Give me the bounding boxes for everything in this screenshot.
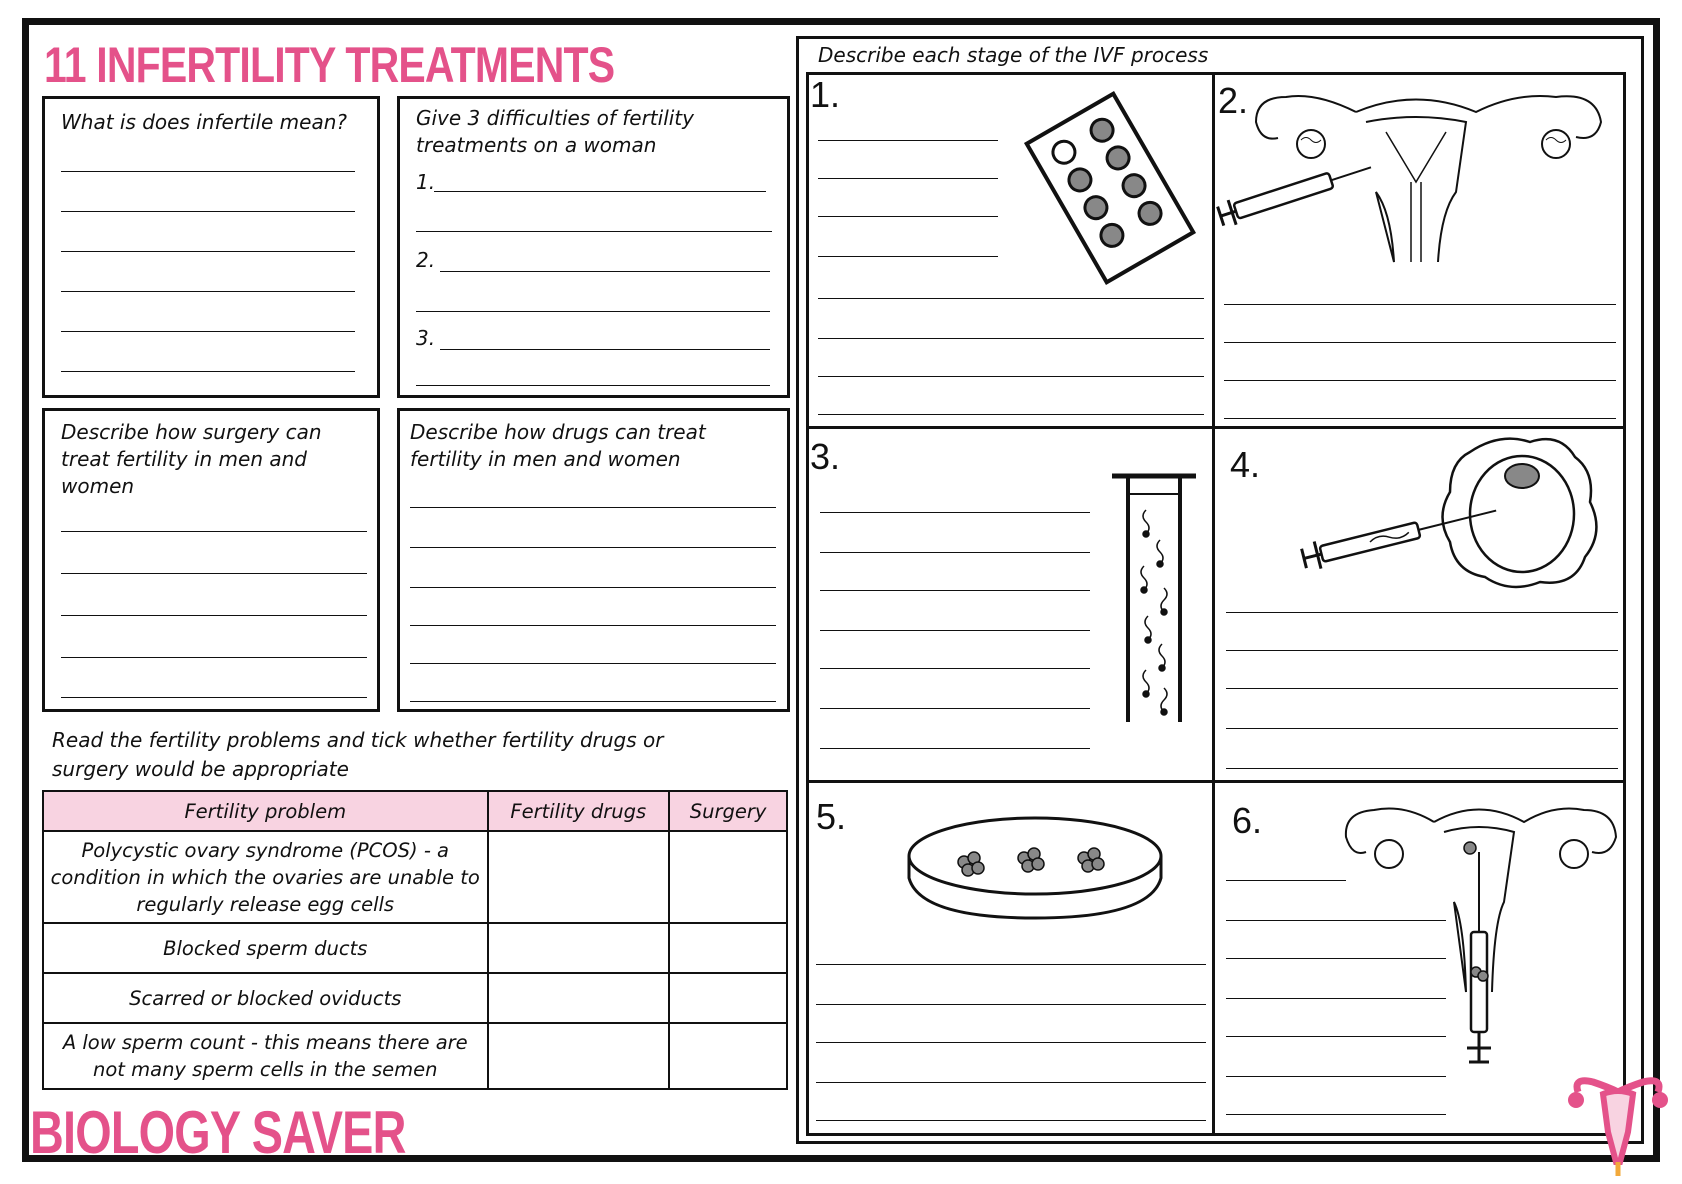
answer-line[interactable] bbox=[61, 657, 367, 658]
ivf-grid-divider-vertical bbox=[1212, 72, 1215, 1136]
surgery-question-prompt: Describe how surgery can treat fertility in men and women bbox=[61, 420, 322, 498]
answer-line[interactable] bbox=[820, 552, 1090, 553]
problem-cell: A low sperm count - this means there are not many sperm cells in the semen bbox=[43, 1023, 488, 1089]
answer-line[interactable] bbox=[816, 1042, 1206, 1043]
stage-number-4: 4. bbox=[1230, 444, 1261, 485]
answer-line[interactable] bbox=[61, 211, 355, 212]
answer-line[interactable] bbox=[1224, 380, 1616, 381]
answer-line[interactable] bbox=[818, 298, 1204, 299]
difficulty-number-1: 1. bbox=[416, 170, 436, 194]
tick-cell-surgery[interactable] bbox=[669, 973, 787, 1023]
pill-pack-illustration bbox=[1020, 88, 1200, 288]
answer-line[interactable] bbox=[440, 349, 770, 350]
difficulty-number-2: 2. bbox=[416, 248, 436, 272]
tick-cell-drugs[interactable] bbox=[488, 1023, 670, 1089]
infertile-question-prompt: What is does infertile mean? bbox=[61, 110, 348, 134]
answer-line[interactable] bbox=[410, 625, 776, 626]
answer-line[interactable] bbox=[820, 512, 1090, 513]
answer-line[interactable] bbox=[61, 531, 367, 532]
tick-cell-drugs[interactable] bbox=[488, 831, 670, 923]
ivf-heading: Describe each stage of the IVF process bbox=[818, 43, 1209, 67]
tick-cell-surgery[interactable] bbox=[669, 831, 787, 923]
problem-cell: Blocked sperm ducts bbox=[43, 923, 488, 973]
embryo-transfer-illustration bbox=[1334, 792, 1624, 1082]
tick-cell-surgery[interactable] bbox=[669, 1023, 787, 1089]
table-row bbox=[43, 1023, 787, 1089]
table-header-row bbox=[43, 791, 787, 831]
answer-line[interactable] bbox=[410, 547, 776, 548]
fertility-problem-table bbox=[42, 790, 788, 1090]
answer-line[interactable] bbox=[434, 191, 766, 192]
problem-cell: Polycystic ovary syndrome (PCOS) - a condition in which the ovaries are unable to regularly release egg cells bbox=[43, 831, 488, 923]
answer-line[interactable] bbox=[61, 697, 367, 698]
ivf-grid-divider-h1 bbox=[806, 426, 1626, 429]
surgery-question-box bbox=[42, 408, 380, 712]
answer-line[interactable] bbox=[816, 1120, 1206, 1121]
difficulties-question-box bbox=[397, 96, 790, 398]
answer-line[interactable] bbox=[1224, 418, 1616, 419]
answer-line[interactable] bbox=[816, 1082, 1206, 1083]
answer-line[interactable] bbox=[820, 748, 1090, 749]
answer-line[interactable] bbox=[440, 271, 770, 272]
answer-line[interactable] bbox=[820, 708, 1090, 709]
answer-line[interactable] bbox=[410, 507, 776, 508]
answer-line[interactable] bbox=[416, 311, 770, 312]
answer-line[interactable] bbox=[1226, 768, 1618, 769]
difficulty-number-3: 3. bbox=[416, 326, 436, 350]
stage-number-6: 6. bbox=[1232, 800, 1263, 841]
answer-line[interactable] bbox=[1224, 342, 1616, 343]
tick-cell-surgery[interactable] bbox=[669, 923, 787, 973]
answer-line[interactable] bbox=[61, 573, 367, 574]
problem-cell: Scarred or blocked oviducts bbox=[43, 973, 488, 1023]
answer-line[interactable] bbox=[820, 668, 1090, 669]
table-row bbox=[43, 973, 787, 1023]
answer-line[interactable] bbox=[61, 371, 355, 372]
header-problem: Fertility problem bbox=[43, 791, 488, 831]
header-surgery: Surgery bbox=[669, 791, 787, 831]
answer-line[interactable] bbox=[818, 376, 1204, 377]
petri-dish-illustration bbox=[900, 808, 1170, 928]
answer-line[interactable] bbox=[818, 216, 998, 217]
table-row bbox=[43, 923, 787, 973]
answer-line[interactable] bbox=[818, 140, 998, 141]
answer-line[interactable] bbox=[416, 385, 770, 386]
egg-collection-illustration bbox=[1216, 82, 1626, 272]
answer-line[interactable] bbox=[61, 331, 355, 332]
answer-line[interactable] bbox=[410, 701, 776, 702]
answer-line[interactable] bbox=[816, 1004, 1206, 1005]
answer-line[interactable] bbox=[1226, 728, 1618, 729]
answer-line[interactable] bbox=[61, 615, 367, 616]
uterus-logo-icon bbox=[1558, 1072, 1678, 1182]
page-title: 11 INFERTILITY TREATMENTS bbox=[44, 37, 615, 93]
answer-line[interactable] bbox=[820, 630, 1090, 631]
answer-line[interactable] bbox=[61, 251, 355, 252]
stage-number-1: 1. bbox=[810, 74, 841, 115]
answer-line[interactable] bbox=[410, 587, 776, 588]
answer-line[interactable] bbox=[416, 231, 772, 232]
drugs-question-box bbox=[397, 408, 790, 712]
answer-line[interactable] bbox=[1226, 1114, 1446, 1115]
answer-line[interactable] bbox=[1226, 688, 1618, 689]
drugs-question-prompt: Describe how drugs can treat fertility in men and women bbox=[410, 420, 706, 471]
brand-logo: BIOLOGY SAVER bbox=[30, 1099, 406, 1166]
answer-line[interactable] bbox=[61, 291, 355, 292]
answer-line[interactable] bbox=[1226, 650, 1618, 651]
answer-line[interactable] bbox=[816, 964, 1206, 965]
stage-number-2: 2. bbox=[1218, 80, 1249, 121]
ivf-grid-divider-h2 bbox=[806, 780, 1626, 783]
table-row bbox=[43, 831, 787, 923]
tick-cell-drugs[interactable] bbox=[488, 923, 670, 973]
header-drugs: Fertility drugs bbox=[488, 791, 670, 831]
answer-line[interactable] bbox=[818, 256, 998, 257]
answer-line[interactable] bbox=[1224, 304, 1616, 305]
difficulties-question-prompt: Give 3 difficulties of fertility treatments on a woman bbox=[416, 106, 694, 157]
stage-number-3: 3. bbox=[810, 436, 841, 477]
table-instruction: Read the fertility problems and tick whether fertility drugs or surgery would be appropriate bbox=[52, 728, 664, 781]
sperm-injection-illustration bbox=[1290, 432, 1610, 592]
tick-cell-drugs[interactable] bbox=[488, 973, 670, 1023]
answer-line[interactable] bbox=[1226, 612, 1618, 613]
answer-line[interactable] bbox=[818, 338, 1204, 339]
answer-line[interactable] bbox=[61, 171, 355, 172]
answer-line[interactable] bbox=[410, 663, 776, 664]
stage-number-5: 5. bbox=[816, 796, 847, 837]
answer-line[interactable] bbox=[818, 414, 1204, 415]
answer-line[interactable] bbox=[1226, 880, 1346, 881]
answer-line[interactable] bbox=[820, 590, 1090, 591]
answer-line[interactable] bbox=[818, 178, 998, 179]
infertile-question-box bbox=[42, 96, 380, 398]
sperm-test-tube-illustration bbox=[1108, 472, 1200, 728]
